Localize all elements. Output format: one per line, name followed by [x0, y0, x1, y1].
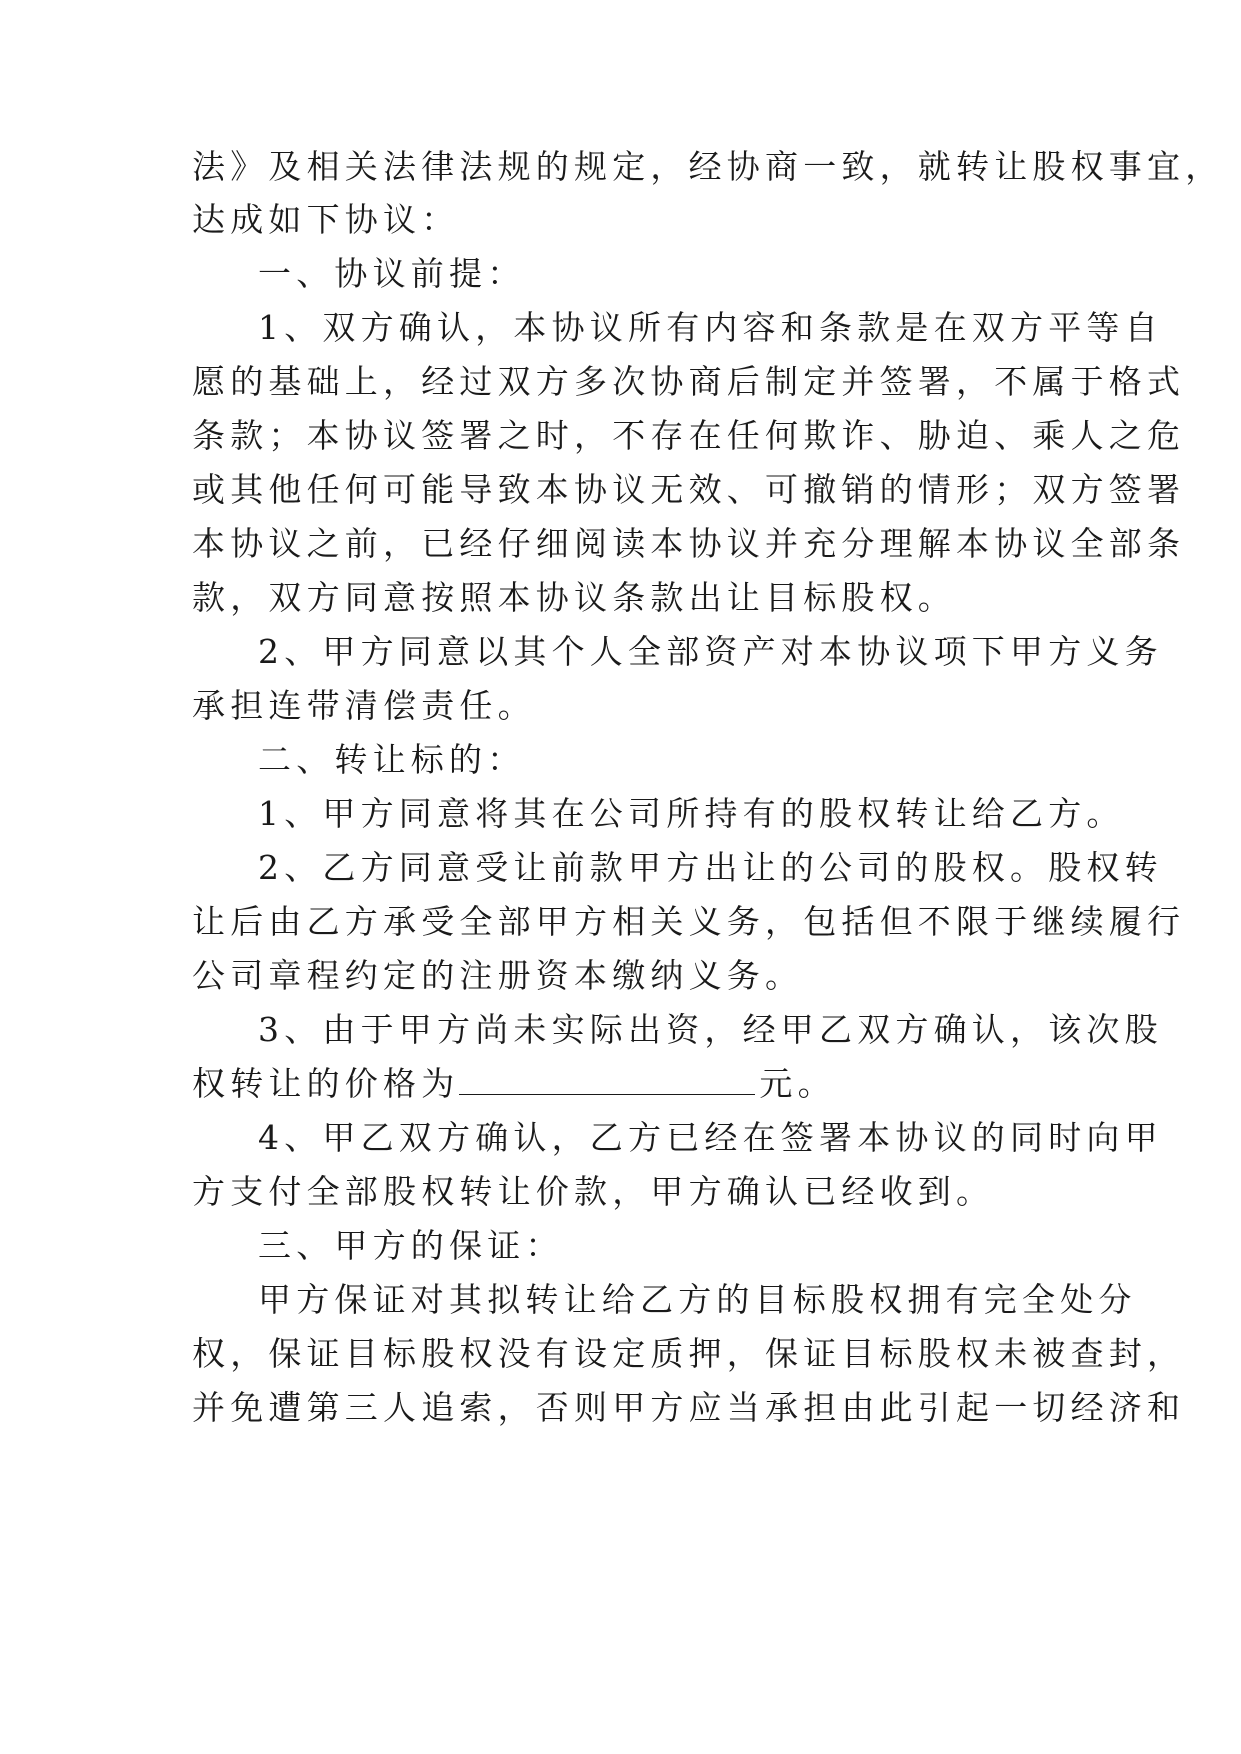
section-heading-party-a-guarantee: 三、甲方的保证： [258, 1226, 564, 1265]
paragraph-line: 1、甲方同意将其在公司所持有的股权转让给乙方。 [258, 794, 1125, 833]
paragraph-line: 让后由乙方承受全部甲方相关义务，包括但不限于继续履行 [192, 902, 1186, 941]
paragraph-line: 承担连带清偿责任。 [192, 686, 536, 725]
paragraph-line: 2、甲方同意以其个人全部资产对本协议项下甲方义务 [258, 632, 1163, 671]
price-unit: 元。 [759, 1064, 836, 1103]
paragraph-line: 条款；本协议签署之时，不存在任何欺诈、胁迫、乘人之危 [192, 416, 1186, 455]
price-label: 权转让的价格为 [192, 1064, 460, 1103]
paragraph-line: 公司章程约定的注册资本缴纳义务。 [192, 956, 804, 995]
paragraph-line: 并免遭第三人追索，否则甲方应当承担由此引起一切经济和 [192, 1388, 1186, 1427]
section-heading-agreement-premise: 一、协议前提： [258, 254, 526, 293]
paragraph-line: 方支付全部股权转让价款，甲方确认已经收到。 [192, 1172, 995, 1211]
paragraph-line: 4、甲乙双方确认，乙方已经在签署本协议的同时向甲 [258, 1118, 1163, 1157]
paragraph-line: 2、乙方同意受让前款甲方出让的公司的股权。股权转 [258, 848, 1163, 887]
price-line [192, 1064, 1052, 1104]
paragraph-line: 3、由于甲方尚未实际出资，经甲乙双方确认，该次股 [258, 1010, 1163, 1049]
paragraph-line: 本协议之前，已经仔细阅读本协议并充分理解本协议全部条 [192, 524, 1186, 563]
paragraph-line: 甲方保证对其拟转让给乙方的目标股权拥有完全处分 [258, 1280, 1137, 1319]
paragraph-line: 达成如下协议： [192, 200, 460, 239]
paragraph-line: 权，保证目标股权没有设定质押，保证目标股权未被查封， [192, 1334, 1186, 1373]
paragraph-line: 愿的基础上，经过双方多次协商后制定并签署，不属于格式 [192, 362, 1186, 401]
paragraph-line: 或其他任何可能导致本协议无效、可撤销的情形；双方签署 [192, 470, 1186, 509]
paragraph-line: 款，双方同意按照本协议条款出让目标股权。 [192, 578, 956, 617]
price-blank-field[interactable] [459, 1064, 755, 1095]
paragraph-line: 1、双方确认，本协议所有内容和条款是在双方平等自 [258, 308, 1163, 347]
section-heading-transfer-subject: 二、转让标的： [258, 740, 526, 779]
paragraph-line: 法》及相关法律法规的规定，经协商一致，就转让股权事宜， [192, 147, 1224, 186]
